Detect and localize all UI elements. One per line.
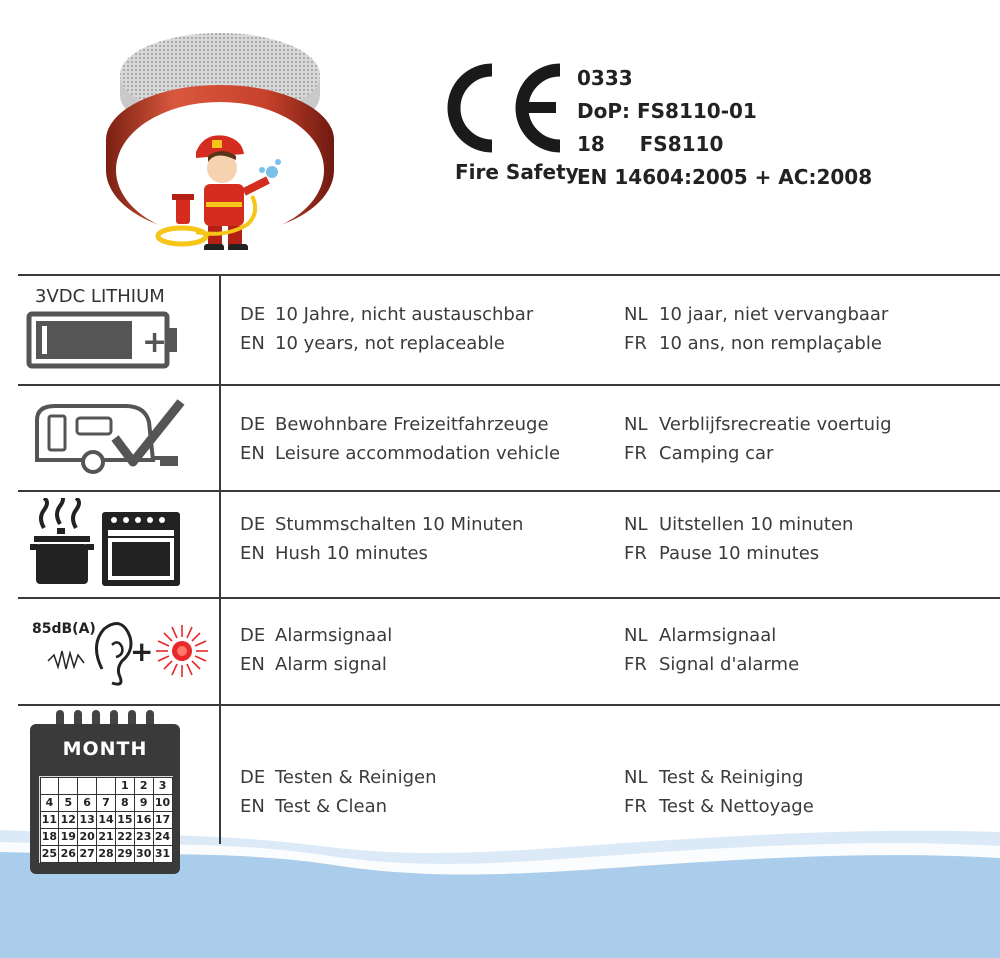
spec-text: Signal d'alarme	[659, 654, 800, 675]
certification-block	[577, 62, 872, 194]
calendar-day-cell: 29	[115, 845, 135, 863]
cert-dop: DoP: FS8110-01	[577, 99, 757, 123]
calendar-day-cell: 12	[58, 811, 78, 829]
lang-code: EN	[240, 543, 265, 564]
lang-code: FR	[624, 333, 647, 354]
spec-text: 10 ans, non remplaçable	[659, 333, 882, 354]
smoke-detector-image	[98, 20, 343, 250]
spec-text: Test & Reiniging	[659, 767, 804, 788]
calendar-month-label: MONTH	[62, 738, 148, 760]
calendar-day-cell: 14	[96, 811, 116, 829]
lang-code: DE	[240, 414, 266, 435]
spec-text: Test & Nettoyage	[659, 796, 814, 817]
battery-icon	[22, 310, 182, 370]
lang-code: DE	[240, 304, 266, 325]
lang-code: EN	[240, 796, 265, 817]
text-block-right	[624, 621, 799, 679]
calendar-day-cell	[58, 777, 78, 795]
calendar-day-cell	[40, 777, 60, 795]
cert-standard: EN 14604:2005 + AC:2008	[577, 165, 873, 189]
lang-code: FR	[624, 443, 647, 464]
cert-year-model: 18 FS8110	[577, 132, 724, 156]
calendar-day-cell: 10	[153, 794, 173, 812]
calendar-day-cell: 2	[134, 777, 154, 795]
calendar-day-cell: 26	[58, 845, 78, 863]
lang-code: NL	[624, 414, 648, 435]
ear-alarm-light-icon	[30, 617, 215, 691]
text-block-left	[240, 300, 533, 358]
caravan-check-icon	[25, 396, 185, 484]
calendar-day-cell: 23	[134, 828, 154, 846]
cooking-pot-oven-icon	[30, 498, 185, 590]
calendar-day-cell: 4	[40, 794, 60, 812]
spec-text: 10 Jahre, nicht austauschbar	[275, 304, 534, 325]
calendar-day-cell: 30	[134, 845, 154, 863]
spec-text: Alarm signal	[275, 654, 387, 675]
calendar-day-cell: 19	[58, 828, 78, 846]
lang-code: EN	[240, 443, 265, 464]
calendar-day-cell: 16	[134, 811, 154, 829]
calendar-month-icon	[30, 710, 180, 876]
spec-text: Bewohnbare Freizeitfahrzeuge	[275, 414, 549, 435]
cert-notified-body: 0333	[577, 66, 633, 90]
lang-code: FR	[624, 654, 647, 675]
calendar-day-cell: 21	[96, 828, 116, 846]
calendar-grid	[39, 776, 173, 863]
lang-code: NL	[624, 304, 648, 325]
lang-code: EN	[240, 333, 265, 354]
calendar-day-cell: 9	[134, 794, 154, 812]
svg-text:+: +	[130, 635, 154, 668]
lang-code: NL	[624, 625, 648, 646]
calendar-day-cell: 3	[153, 777, 173, 795]
calendar-day-cell: 17	[153, 811, 173, 829]
calendar-day-cell: 7	[96, 794, 116, 812]
spec-text: Alarmsignaal	[659, 625, 777, 646]
table-row	[0, 386, 1000, 490]
text-block-left	[240, 621, 392, 679]
decibel-label: 85dB(A)	[32, 621, 96, 637]
lang-code: FR	[624, 796, 647, 817]
lang-code: DE	[240, 625, 266, 646]
text-block-right	[624, 510, 853, 568]
calendar-day-cell: 1	[115, 777, 135, 795]
text-block-left	[240, 763, 437, 821]
calendar-day-cell: 31	[153, 845, 173, 863]
calendar-day-cell: 6	[77, 794, 97, 812]
calendar-day-cell	[77, 777, 97, 795]
calendar-day-cell: 28	[96, 845, 116, 863]
text-block-left	[240, 510, 523, 568]
table-row	[0, 706, 1000, 874]
lang-code: NL	[624, 767, 648, 788]
lang-code: NL	[624, 514, 648, 535]
spec-text: Verblijfsrecreatie voertuig	[659, 414, 892, 435]
calendar-day-cell: 13	[77, 811, 97, 829]
spec-text: 10 years, not replaceable	[275, 333, 505, 354]
calendar-day-cell: 5	[58, 794, 78, 812]
table-row	[0, 599, 1000, 704]
table-row	[0, 492, 1000, 597]
lang-code: FR	[624, 543, 647, 564]
spec-text: Stummschalten 10 Minuten	[275, 514, 524, 535]
calendar-day-cell: 15	[115, 811, 135, 829]
calendar-day-cell: 8	[115, 794, 135, 812]
brand-label: Fire Safety	[455, 160, 579, 184]
calendar-day-cell: 25	[40, 845, 60, 863]
ce-mark-icon	[440, 62, 570, 154]
lang-code: DE	[240, 767, 266, 788]
spec-text: Test & Clean	[275, 796, 388, 817]
text-block-right	[624, 410, 892, 468]
calendar-day-cell: 27	[77, 845, 97, 863]
lang-code: EN	[240, 654, 265, 675]
spec-text: Hush 10 minutes	[275, 543, 428, 564]
spec-text: 10 jaar, niet vervangbaar	[659, 304, 889, 325]
calendar-day-cell	[96, 777, 116, 795]
spec-text: Testen & Reinigen	[275, 767, 437, 788]
text-block-left	[240, 410, 560, 468]
calendar-day-cell: 11	[40, 811, 60, 829]
lang-code: DE	[240, 514, 266, 535]
calendar-day-cell: 18	[40, 828, 60, 846]
spec-text: Leisure accommodation vehicle	[275, 443, 561, 464]
spec-text: Pause 10 minutes	[659, 543, 820, 564]
spec-text: Alarmsignaal	[275, 625, 393, 646]
spec-text: Uitstellen 10 minuten	[659, 514, 854, 535]
calendar-day-cell: 20	[77, 828, 97, 846]
svg-text:+: +	[142, 325, 168, 360]
text-block-right	[624, 763, 814, 821]
battery-label: 3VDC LITHIUM	[35, 286, 165, 307]
table-row	[0, 276, 1000, 384]
calendar-day-cell: 22	[115, 828, 135, 846]
spec-text: Camping car	[659, 443, 774, 464]
calendar-day-cell: 24	[153, 828, 173, 846]
text-block-right	[624, 300, 888, 358]
